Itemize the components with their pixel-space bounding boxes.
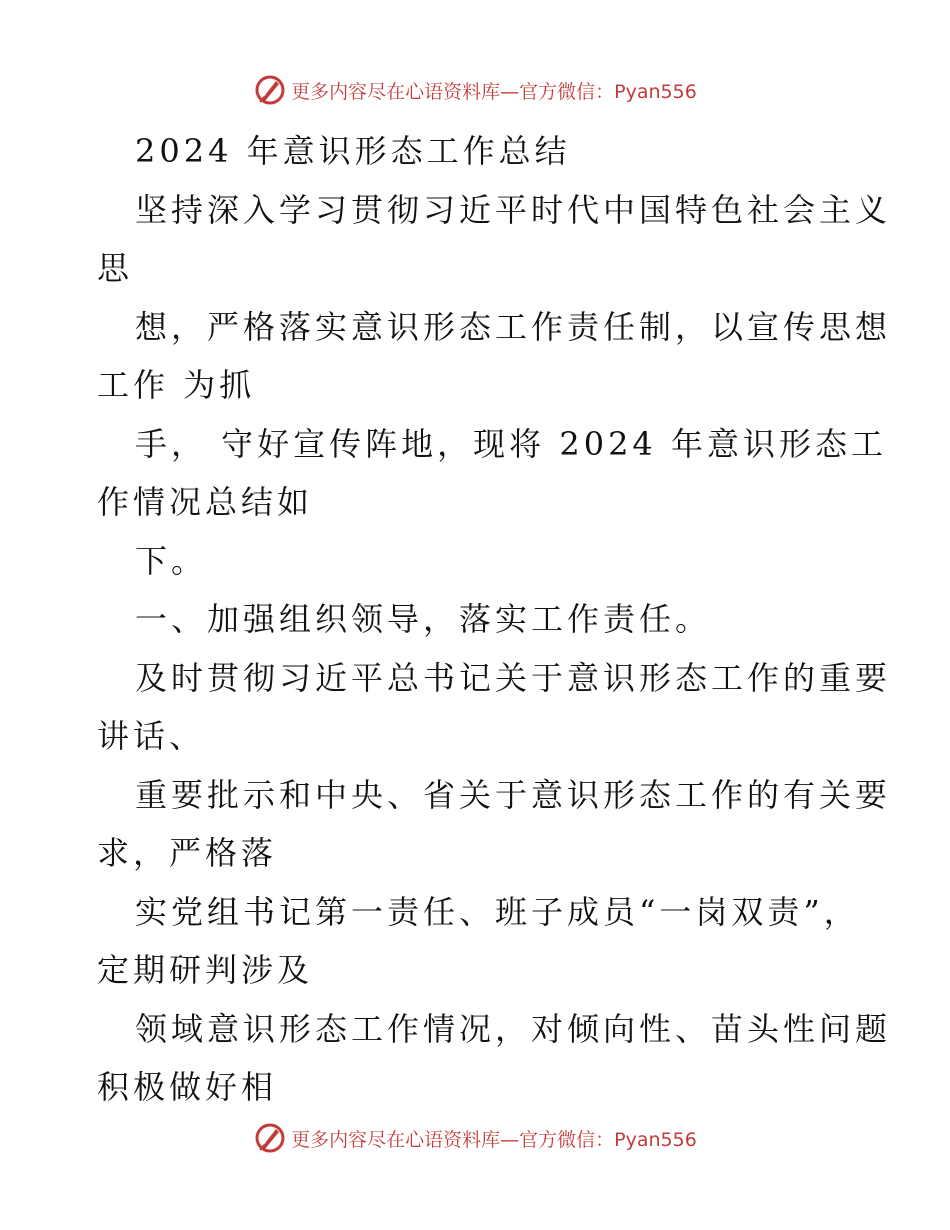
paragraph-line: 积极做好相	[97, 1068, 278, 1106]
header-banner-text: 更多内容尽在心语资料库—官方微信：Pyan556	[291, 80, 697, 103]
paragraph-line: 实党组书记第一责任、班子成员“一岗双责”，	[135, 892, 860, 931]
paragraph-line: 思	[97, 249, 134, 287]
paragraph-line: 下。	[135, 541, 208, 580]
paragraph-line: 重要批示和中央、省关于意识形态工作的有关要	[135, 775, 892, 814]
footer-banner-text: 更多内容尽在心语资料库—官方微信：Pyan556	[291, 1128, 697, 1151]
paragraph-line: 求，严格落	[97, 834, 278, 872]
paragraph-line: 作情况总结如	[97, 483, 314, 521]
paragraph-line: 领域意识形态工作情况，对倾向性、苗头性问题	[135, 1009, 892, 1048]
paragraph-line: 讲话、	[97, 717, 206, 755]
section-heading: 一、加强组织领导，落实工作责任。	[135, 600, 712, 638]
document-body	[97, 122, 892, 1117]
paragraph-line: 工作 为抓	[97, 366, 256, 404]
quill-pen-logo-icon	[253, 1121, 287, 1155]
paragraph-line: 手， 守好宣传阵地，现将 2024 年意识形态工	[135, 424, 887, 463]
paragraph-line: 坚持深入学习贯彻习近平时代中国特色社会主义	[135, 190, 892, 229]
paragraph-line: 定期研判涉及	[97, 951, 314, 989]
footer-banner	[0, 1118, 950, 1158]
paragraph-line: 想，严格落实意识形态工作责任制，以宣传思想	[135, 307, 892, 346]
document-title: 2024 年意识形态工作总结	[135, 132, 571, 170]
paragraph-line: 及时贯彻习近平总书记关于意识形态工作的重要	[135, 658, 892, 697]
header-banner	[0, 70, 950, 110]
quill-pen-logo-icon	[253, 73, 287, 107]
